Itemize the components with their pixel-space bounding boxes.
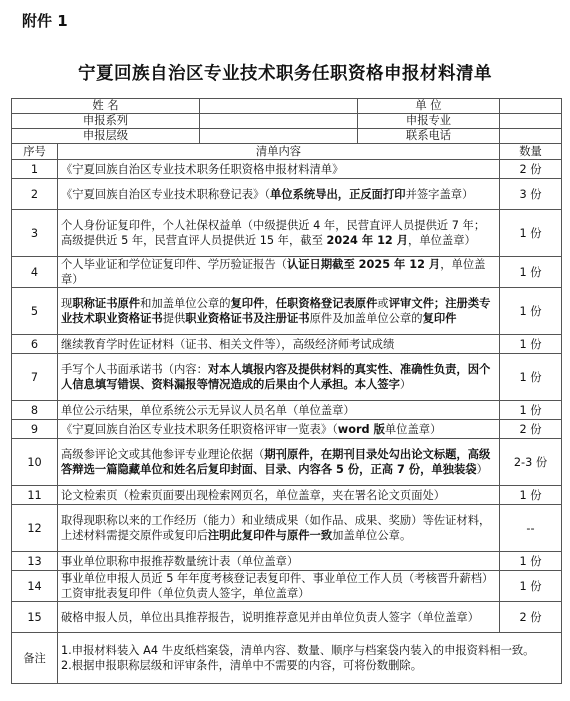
content-text: 《宁夏回族自治区专业技术职务任职资格申报材料清单》 bbox=[61, 162, 344, 176]
annex-label: 附件 1 bbox=[22, 12, 68, 30]
header-content: 清单内容 bbox=[58, 144, 500, 160]
content-emphasis: 职称证书原件 bbox=[72, 297, 141, 310]
info-row-name bbox=[12, 99, 562, 114]
content-text: 《宁夏回族自治区专业技术职务任职资格评审一览表》（ bbox=[61, 422, 338, 436]
row-number: 3 bbox=[12, 210, 58, 257]
row-number: 4 bbox=[12, 257, 58, 288]
row-quantity: 1 份 bbox=[500, 210, 562, 257]
row-number: 12 bbox=[12, 505, 58, 552]
row-quantity: 1 份 bbox=[500, 486, 562, 505]
table-row bbox=[12, 602, 562, 633]
content-emphasis: 单位系统导出，正反面打印 bbox=[270, 187, 406, 201]
row-quantity: 1 份 bbox=[500, 288, 562, 335]
row-quantity: 2 份 bbox=[500, 602, 562, 633]
row-content bbox=[58, 420, 500, 439]
phone-value[interactable] bbox=[500, 129, 562, 144]
row-quantity: 1 份 bbox=[500, 335, 562, 354]
row-number: 6 bbox=[12, 335, 58, 354]
content-text: ） bbox=[399, 378, 412, 391]
row-content bbox=[58, 160, 500, 179]
table-row bbox=[12, 160, 562, 179]
content-text: 事业单位申报人员近 5 年年度考核登记表复印件、事业单位工作人员（考核晋升薪档）工资审批表复印件（单位负责人签字，单位盖章） bbox=[61, 572, 494, 600]
content-emphasis: 复印件 bbox=[230, 297, 265, 310]
content-text: 或 bbox=[377, 297, 389, 310]
document-title: 宁夏回族自治区专业技术职务任职资格申报材料清单 bbox=[78, 64, 492, 84]
content-text: 高级参评论文或其他参评专业理论依据（ bbox=[61, 448, 265, 461]
header-qty: 数量 bbox=[500, 144, 562, 160]
row-quantity: 3 份 bbox=[500, 179, 562, 210]
content-emphasis: 对本人填报内容及提供材料的真实性、准确性负责，因个人信息填写错误、资料漏报等情况造成的后果由个人承担。本人签字 bbox=[61, 363, 491, 391]
major-value[interactable] bbox=[500, 114, 562, 129]
row-number: 14 bbox=[12, 571, 58, 602]
content-text: 单位公示结果，单位系统公示无异议人员名单（单位盖章） bbox=[61, 403, 355, 417]
table-row bbox=[12, 210, 562, 257]
header-no: 序号 bbox=[12, 144, 58, 160]
row-quantity: 2-3 份 bbox=[500, 439, 562, 486]
row-quantity: 1 份 bbox=[500, 257, 562, 288]
row-content bbox=[58, 552, 500, 571]
row-quantity: 1 份 bbox=[500, 354, 562, 401]
table-row bbox=[12, 505, 562, 552]
content-text: ，单位盖章） bbox=[408, 234, 476, 247]
row-quantity: 2 份 bbox=[500, 420, 562, 439]
level-label: 申报层级 bbox=[12, 129, 200, 144]
table-row bbox=[12, 335, 562, 354]
content-text: 破格申报人员，单位出具推荐报告，说明推荐意见并由单位负责人签字（单位盖章） bbox=[61, 610, 479, 624]
series-value[interactable] bbox=[200, 114, 358, 129]
row-quantity: -- bbox=[500, 505, 562, 552]
content-emphasis: 2024 年 12 月 bbox=[326, 234, 409, 247]
table-row bbox=[12, 486, 562, 505]
table-row bbox=[12, 439, 562, 486]
table-row bbox=[12, 401, 562, 420]
phone-label: 联系电话 bbox=[358, 129, 500, 144]
row-content bbox=[58, 602, 500, 633]
content-emphasis: 期刊原件，在期刊目录处勾出论文标题，高级答辩选一篇隐藏单位和姓名后复印封面、目录、内容各 5 份，正高 7 份，单独装袋 bbox=[61, 448, 491, 476]
row-number: 10 bbox=[12, 439, 58, 486]
info-row-series bbox=[12, 114, 562, 129]
unit-label: 单 位 bbox=[358, 99, 500, 114]
row-content bbox=[58, 401, 500, 420]
content-text: 《宁夏回族自治区专业技术职称登记表》（ bbox=[61, 187, 270, 201]
content-emphasis: 复印件 bbox=[422, 312, 457, 325]
content-text: 事业单位职称申报推荐数量统计表（单位盖章） bbox=[61, 554, 299, 568]
row-content bbox=[58, 486, 500, 505]
row-content bbox=[58, 257, 500, 288]
table-row bbox=[12, 288, 562, 335]
row-content bbox=[58, 179, 500, 210]
note-line: 2.根据申报职称层级和评审条件，清单中不需要的内容，可将份数删除。 bbox=[61, 659, 422, 672]
unit-value[interactable] bbox=[500, 99, 562, 114]
info-row-level bbox=[12, 129, 562, 144]
content-text: ， bbox=[264, 297, 276, 310]
content-emphasis: 任职资格登记表原件 bbox=[275, 297, 378, 310]
table-row bbox=[12, 257, 562, 288]
content-text: 个人毕业证和学位证复印件、学历验证报告（ bbox=[61, 258, 287, 271]
notes-row bbox=[12, 633, 562, 684]
row-content bbox=[58, 571, 500, 602]
major-label: 申报专业 bbox=[358, 114, 500, 129]
content-text: 并签字盖章） bbox=[405, 187, 474, 201]
row-content bbox=[58, 288, 500, 335]
name-value[interactable] bbox=[200, 99, 358, 114]
notes-label: 备注 bbox=[12, 633, 58, 684]
row-quantity: 1 份 bbox=[500, 401, 562, 420]
content-text: 单位盖章） bbox=[384, 422, 442, 436]
table-row bbox=[12, 354, 562, 401]
content-emphasis: 职业资格证书及注册证书 bbox=[185, 312, 310, 325]
content-emphasis: ；注册类专业技术职业资格证书 bbox=[61, 297, 491, 325]
table-row bbox=[12, 179, 562, 210]
row-quantity: 1 份 bbox=[500, 571, 562, 602]
table-row bbox=[12, 552, 562, 571]
content-text: 论文检索页（检索页面要出现检索网页名，单位盖章，夹在署名论文页面处） bbox=[61, 488, 446, 502]
row-quantity: 2 份 bbox=[500, 160, 562, 179]
content-text: 原件及加盖单位公章的 bbox=[309, 312, 423, 325]
row-quantity: 1 份 bbox=[500, 552, 562, 571]
row-content bbox=[58, 210, 500, 257]
table-row bbox=[12, 420, 562, 439]
row-content bbox=[58, 505, 500, 552]
content-emphasis: word 版 bbox=[337, 422, 385, 436]
row-number: 5 bbox=[12, 288, 58, 335]
name-label: 姓 名 bbox=[12, 99, 200, 114]
content-text: 和加盖单位公章的 bbox=[140, 297, 231, 310]
content-emphasis: 评审文件 bbox=[388, 297, 434, 310]
content-text: ，单位盖章） bbox=[61, 258, 486, 286]
materials-table bbox=[11, 98, 562, 684]
content-text: 加盖单位公章。 bbox=[332, 529, 412, 542]
row-number: 13 bbox=[12, 552, 58, 571]
row-number: 2 bbox=[12, 179, 58, 210]
level-value[interactable] bbox=[200, 129, 358, 144]
content-text: 取得现职称以来的工作经历（能力）和业绩成果（如作品、成果、奖励）等佐证材料，上述材料需提交原件或复印后 bbox=[61, 514, 491, 542]
content-emphasis: 注明此复印件与原件一致 bbox=[207, 529, 333, 542]
series-label: 申报系列 bbox=[12, 114, 200, 129]
row-number: 15 bbox=[12, 602, 58, 633]
note-line: 1.申报材料装入 A4 牛皮纸档案袋，清单内容、数量、顺序与档案袋内装入的申报资料相一致。 bbox=[61, 644, 535, 657]
notes-content bbox=[58, 633, 562, 684]
content-text: 现 bbox=[61, 297, 73, 310]
row-number: 1 bbox=[12, 160, 58, 179]
content-text: 继续教育学时佐证材料（证书、相关文件等），高级经济师考试成绩 bbox=[61, 337, 395, 351]
content-text: 提供 bbox=[162, 312, 186, 325]
content-text: ） bbox=[476, 463, 488, 476]
content-text: 个人身份证复印件，个人社保权益单（中级提供近 4 年，民营直评人员提供近 7 年；高级提供近 5 年，民营直评人员提供近 15 年，截至 bbox=[61, 219, 486, 247]
row-number: 8 bbox=[12, 401, 58, 420]
row-number: 9 bbox=[12, 420, 58, 439]
row-content bbox=[58, 335, 500, 354]
content-emphasis: 认证日期截至 2025 年 12 月 bbox=[286, 258, 441, 271]
table-row bbox=[12, 571, 562, 602]
row-number: 11 bbox=[12, 486, 58, 505]
table-header-row bbox=[12, 144, 562, 160]
row-content bbox=[58, 354, 500, 401]
content-text: 手写个人书面承诺书（内容： bbox=[61, 363, 208, 376]
row-content bbox=[58, 439, 500, 486]
row-number: 7 bbox=[12, 354, 58, 401]
